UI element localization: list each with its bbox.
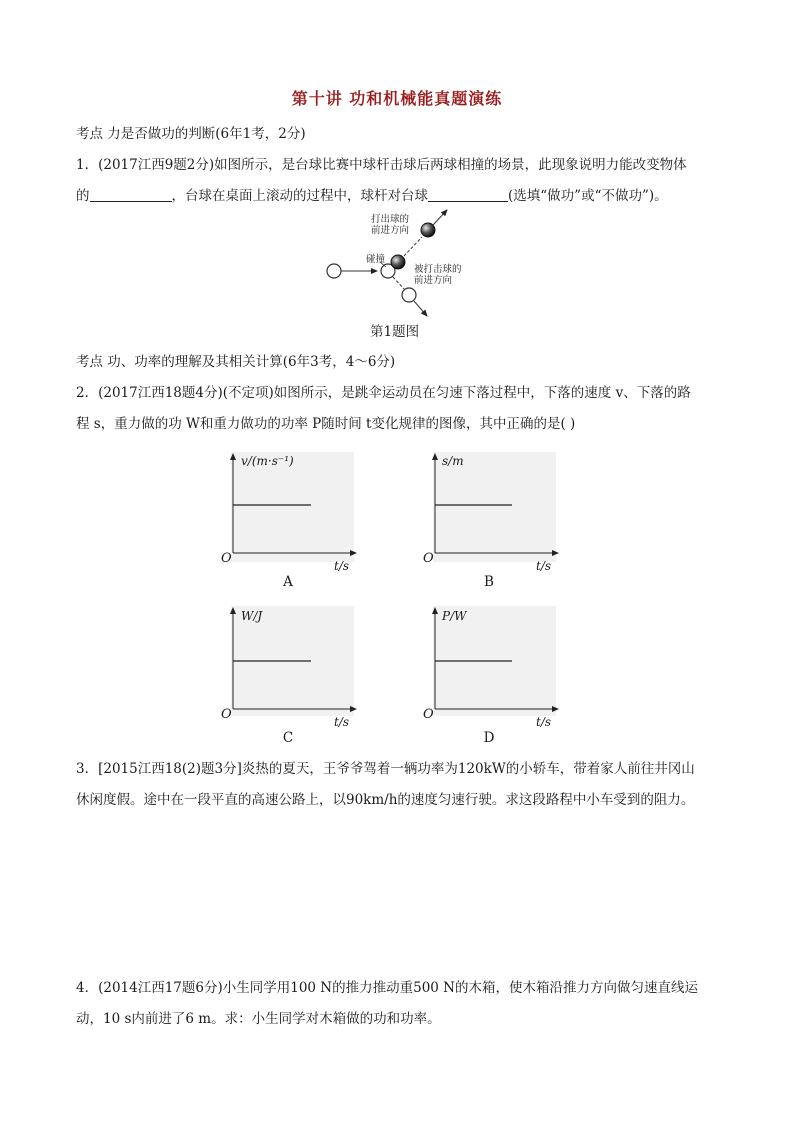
graph-d-xlabel: t/s <box>536 715 552 729</box>
question-4-line-1: 4．(2014江西17题6分)小生同学用100 N的推力推动重500 N的木箱，使木箱沿推力方向做匀速直线运 <box>76 980 698 996</box>
graph-a-xlabel: t/s <box>334 559 350 573</box>
graph-d-ylabel: P/W <box>442 609 467 623</box>
figure-1-caption: 第1题图 <box>370 324 420 340</box>
question-3-line-1: 3．[2015江西18(2)题3分]炎热的夏天，王爷爷驾着一辆功率为120kW的小轿车，带着家人前往井冈山 <box>76 761 695 777</box>
question-2-line-1: 2．(2017江西18题4分)(不定项)如图所示，是跳伞运动员在匀速下落过程中，下落的速度 v、下落的路 <box>76 385 691 401</box>
graph-a-ylabel: v/(m·s⁻¹) <box>241 454 294 468</box>
question-2-line-2: 程 s，重力做的功 W和重力做功的功率 P随时间 t变化规律的图像，其中正确的是( ) <box>76 416 576 432</box>
graph-b-xlabel: t/s <box>536 559 552 573</box>
q1-text-b: ，台球在桌面上滚动的过程中，球杆对台球 <box>171 188 428 204</box>
label-struck-ball-direction: 被打击球的 前进方向 <box>414 264 462 286</box>
graph-b-ylabel: s/m <box>442 454 464 468</box>
question-4-line-2: 动，10 s内前进了6 m。求：小生同学对木箱做的功和功率。 <box>76 1011 441 1027</box>
graph-c-xlabel: t/s <box>334 715 350 729</box>
section-heading-1: 考点 力是否做功的判断(6年1考，2分) <box>76 126 306 142</box>
question-1-line-1: 1．(2017江西9题2分)如图所示，是台球比赛中球杆击球后两球相撞的场景，此现象说明力能改变物体 <box>76 157 687 173</box>
graph-b-letter: B <box>484 574 494 590</box>
label-hit-ball-direction: 打出球的 前进方向 <box>371 214 410 236</box>
graph-d-letter: D <box>483 730 495 746</box>
page-title: 第十讲 功和机械能真题演练 <box>291 89 503 108</box>
graph-b-origin: O <box>423 551 434 566</box>
label-collision: 碰撞 <box>366 254 386 265</box>
q1-text-a: 的 <box>76 188 90 204</box>
graph-d-origin: O <box>423 707 434 722</box>
graph-c-origin: O <box>221 707 232 722</box>
graph-c-letter: C <box>282 730 294 746</box>
question-3-line-2: 休闲度假。途中在一段平直的高速公路上，以90km/h的速度匀速行驶。求这段路程中小车受到的阻力。 <box>76 792 695 808</box>
q1-text-c: (选填“做功”或“不做功”)。 <box>508 188 668 204</box>
section-heading-2: 考点 功、功率的理解及其相关计算(6年3考，4～6分) <box>76 354 396 370</box>
graph-a-letter: A <box>283 574 293 590</box>
graph-c-ylabel: W/J <box>241 609 263 623</box>
graph-a-origin: O <box>221 551 232 566</box>
